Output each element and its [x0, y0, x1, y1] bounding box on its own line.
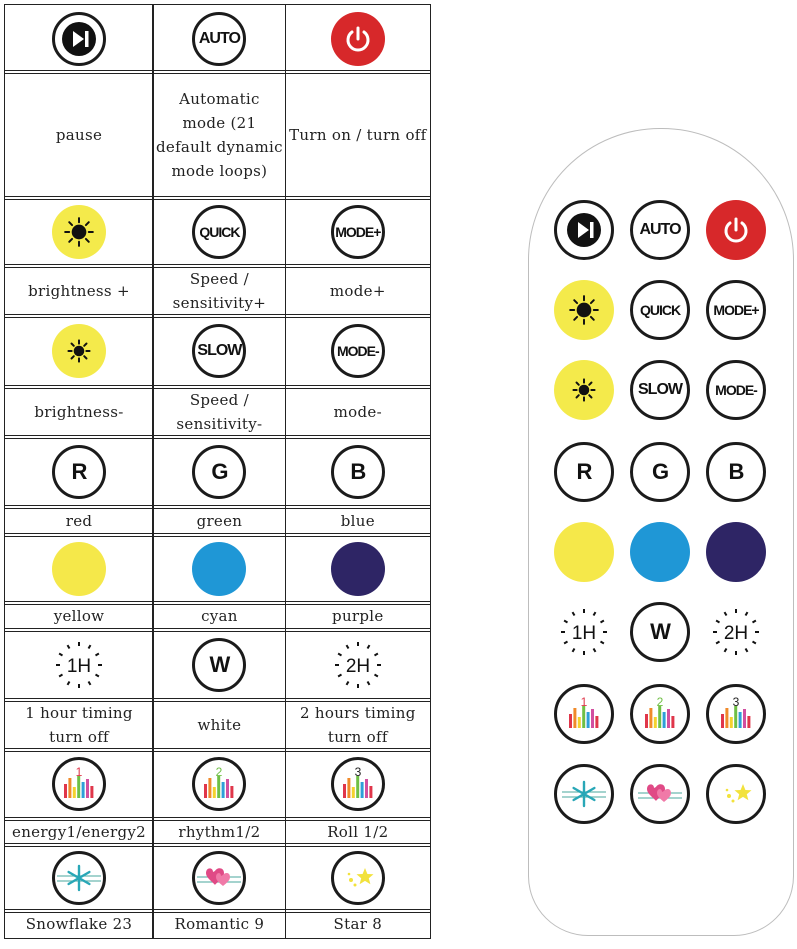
- green-text: G: [651, 459, 669, 484]
- remote-rhythm-button[interactable]: [630, 684, 690, 744]
- remote-timer-2h-button[interactable]: [706, 602, 766, 662]
- icon-row: [4, 435, 432, 507]
- table-cell-col-2: [152, 4, 286, 74]
- table-cell-col-1: [4, 505, 154, 537]
- slow-icon: [630, 360, 690, 420]
- white-icon: [192, 638, 246, 692]
- table-cell-col-2: [152, 698, 286, 752]
- remote-slow-button[interactable]: [630, 360, 690, 420]
- svg-text:2: 2: [656, 695, 664, 709]
- table-cell-col-3: [285, 385, 431, 439]
- label-row: [4, 817, 432, 845]
- label-row: [4, 505, 432, 535]
- table-cell-col-2: [152, 533, 286, 605]
- remote-red-button[interactable]: [554, 442, 614, 502]
- table-cell-col-1: [4, 748, 154, 821]
- svg-text:1: 1: [580, 695, 588, 709]
- cyan-dot-icon: [630, 522, 690, 582]
- table-cell-col-2: [152, 264, 286, 318]
- play-pause-icon: [554, 200, 614, 260]
- green-icon: [192, 445, 246, 499]
- button-description: 1 hour timing turn off: [25, 703, 133, 746]
- mode-minus-text: MODE-: [336, 343, 379, 360]
- timer-1h-icon: [52, 638, 106, 692]
- yellow-dot-icon: [554, 522, 614, 582]
- svg-text:2: 2: [216, 765, 223, 780]
- star-icon: [331, 851, 385, 905]
- green-text: G: [211, 458, 228, 484]
- timer-2h-icon: [331, 638, 385, 692]
- energy-icon: [52, 757, 106, 811]
- button-description: blue: [340, 511, 375, 530]
- icon-row: [4, 196, 432, 266]
- button-description: purple: [332, 607, 384, 626]
- mode-plus-icon: [706, 280, 766, 340]
- remote-brightness-down-button[interactable]: [554, 360, 614, 420]
- roll-icon: [706, 684, 766, 744]
- quick-icon: [630, 280, 690, 340]
- svg-text:2H: 2H: [723, 623, 749, 644]
- table-cell-col-1: [4, 628, 154, 702]
- remote-auto-button[interactable]: [630, 200, 690, 260]
- button-description: 2 hours timing turn off: [300, 703, 416, 746]
- icon-row: [4, 314, 432, 387]
- table-cell-col-3: [285, 909, 431, 939]
- table-cell-col-2: [152, 196, 286, 268]
- remote-snowflake-button[interactable]: [554, 764, 614, 824]
- mode-plus-icon: [331, 205, 385, 259]
- mode-plus-text: MODE+: [335, 223, 381, 240]
- red-icon: [554, 442, 614, 502]
- table-cell-col-3: [285, 505, 431, 537]
- red-icon: [52, 445, 106, 499]
- svg-text:2H: 2H: [345, 655, 370, 677]
- heart-icon: [630, 764, 690, 824]
- table-cell-col-1: [4, 4, 154, 74]
- remote-brightness-up-button[interactable]: [554, 280, 614, 340]
- heart-icon: [192, 851, 246, 905]
- table-cell-col-1: [4, 601, 154, 632]
- label-row: [4, 385, 432, 437]
- svg-text:3: 3: [732, 695, 740, 709]
- brightness-down-icon: [554, 360, 614, 420]
- table-cell-col-2: [152, 435, 286, 509]
- remote-power-button[interactable]: [706, 200, 766, 260]
- table-cell-col-3: [285, 196, 431, 268]
- icon-row: [4, 4, 432, 72]
- table-cell-col-2: [152, 385, 286, 439]
- roll-icon: [331, 757, 385, 811]
- table-cell-col-2: [152, 909, 286, 939]
- table-cell-col-3: [285, 435, 431, 509]
- svg-text:1: 1: [75, 765, 83, 780]
- mode-plus-text: MODE+: [713, 302, 759, 318]
- table-cell-col-1: [4, 843, 154, 913]
- red-text: R: [71, 458, 87, 484]
- icon-row: [4, 628, 432, 700]
- table-cell-col-2: [152, 70, 286, 200]
- table-cell-col-1: [4, 533, 154, 605]
- remote-yellow-dot-button[interactable]: [554, 522, 614, 582]
- table-cell-col-1: [4, 909, 154, 939]
- table-cell-col-2: [152, 505, 286, 537]
- table-cell-col-1: [4, 698, 154, 752]
- table-cell-col-1: [4, 435, 154, 509]
- table-cell-col-1: [4, 314, 154, 389]
- blue-text: B: [728, 459, 744, 484]
- label-row: [4, 698, 432, 750]
- remote-blue-button[interactable]: [706, 442, 766, 502]
- table-cell-col-1: [4, 385, 154, 439]
- timer-1h-icon: [554, 602, 614, 662]
- table-cell-col-3: [285, 843, 431, 913]
- button-description: mode-: [333, 402, 382, 421]
- auto-text: AUTO: [639, 221, 681, 238]
- button-description: yellow: [53, 607, 105, 626]
- button-description: white: [197, 715, 242, 734]
- table-cell-col-1: [4, 264, 154, 318]
- energy-icon: [554, 684, 614, 744]
- star-icon: [706, 764, 766, 824]
- label-row: [4, 909, 432, 937]
- remote-control: [528, 128, 794, 936]
- table-cell-col-3: [285, 628, 431, 702]
- power-icon: [331, 12, 385, 66]
- button-description: cyan: [201, 607, 238, 626]
- button-description: rhythm1/2: [178, 822, 261, 841]
- auto-icon: [630, 200, 690, 260]
- remote-heart-button[interactable]: [630, 764, 690, 824]
- table-cell-col-3: [285, 70, 431, 200]
- label-row: [4, 70, 432, 198]
- button-description: Roll 1/2: [327, 822, 389, 841]
- white-text: W: [209, 651, 230, 677]
- remote-play-pause-button[interactable]: [554, 200, 614, 260]
- table-cell-col-3: [285, 601, 431, 632]
- mode-minus-text: MODE-: [715, 382, 757, 398]
- yellow-dot-icon: [52, 542, 106, 596]
- quick-text: QUICK: [639, 302, 681, 318]
- table-cell-col-3: [285, 314, 431, 389]
- table-cell-col-2: [152, 843, 286, 913]
- brightness-up-icon: [52, 205, 106, 259]
- table-cell-col-3: [285, 264, 431, 318]
- table-cell-col-1: [4, 70, 154, 200]
- svg-text:1H: 1H: [571, 623, 597, 644]
- remote-roll-button[interactable]: [706, 684, 766, 744]
- button-description: Speed / sensitivity+: [172, 269, 267, 312]
- button-description: green: [196, 511, 243, 530]
- button-description: energy1/energy2: [12, 822, 146, 841]
- rhythm-icon: [192, 757, 246, 811]
- button-description: brightness-: [34, 402, 124, 421]
- table-cell-col-3: [285, 533, 431, 605]
- button-description: brightness +: [28, 281, 130, 300]
- auto-icon: [192, 12, 246, 66]
- rhythm-icon: [630, 684, 690, 744]
- auto-text: AUTO: [198, 29, 240, 47]
- blue-icon: [706, 442, 766, 502]
- remote-cyan-dot-button[interactable]: [630, 522, 690, 582]
- button-description: Automatic mode (21 default dynamic mode loops): [155, 89, 283, 180]
- red-text: R: [576, 459, 592, 484]
- snowflake-icon: [52, 851, 106, 905]
- svg-text:3: 3: [354, 765, 362, 780]
- table-cell-col-3: [285, 698, 431, 752]
- button-description: Speed / sensitivity-: [176, 390, 263, 433]
- timer-2h-icon: [706, 602, 766, 662]
- brightness-down-icon: [52, 324, 106, 378]
- snowflake-icon: [554, 764, 614, 824]
- table-cell-col-2: [152, 628, 286, 702]
- button-description: red: [65, 511, 93, 530]
- power-icon: [706, 200, 766, 260]
- button-description: Snowflake 23: [25, 914, 133, 933]
- button-description: Turn on / turn off: [289, 125, 427, 144]
- table-cell-col-2: [152, 601, 286, 632]
- remote-quick-button[interactable]: [630, 280, 690, 340]
- label-row: [4, 601, 432, 630]
- green-icon: [630, 442, 690, 502]
- remote-mode-plus-button[interactable]: [706, 280, 766, 340]
- mode-minus-icon: [331, 324, 385, 378]
- button-description: Star 8: [333, 914, 383, 933]
- blue-text: B: [350, 458, 366, 484]
- slow-text: SLOW: [197, 342, 242, 360]
- icon-row: [4, 533, 432, 603]
- remote-star-button[interactable]: [706, 764, 766, 824]
- table-cell-col-2: [152, 314, 286, 389]
- remote-white-button[interactable]: [630, 602, 690, 662]
- remote-timer-1h-button[interactable]: [554, 602, 614, 662]
- brightness-up-icon: [554, 280, 614, 340]
- icon-row: [4, 843, 432, 911]
- purple-dot-icon: [706, 522, 766, 582]
- quick-text: QUICK: [199, 223, 240, 240]
- icon-row: [4, 748, 432, 819]
- cyan-dot-icon: [192, 542, 246, 596]
- svg-text:1H: 1H: [66, 655, 92, 677]
- table-cell-col-2: [152, 748, 286, 821]
- table-cell-col-1: [4, 196, 154, 268]
- table-cell-col-3: [285, 748, 431, 821]
- white-icon: [630, 602, 690, 662]
- remote-purple-dot-button[interactable]: [706, 522, 766, 582]
- button-description: Romantic 9: [174, 914, 265, 933]
- remote-mode-minus-button[interactable]: [706, 360, 766, 420]
- remote-energy-button[interactable]: [554, 684, 614, 744]
- blue-icon: [331, 445, 385, 499]
- mode-minus-icon: [706, 360, 766, 420]
- remote-green-button[interactable]: [630, 442, 690, 502]
- table-cell-col-3: [285, 4, 431, 74]
- slow-icon: [192, 324, 246, 378]
- slow-text: SLOW: [638, 381, 682, 398]
- play-pause-icon: [52, 12, 106, 66]
- label-row: [4, 264, 432, 316]
- quick-icon: [192, 205, 246, 259]
- button-description: mode+: [329, 281, 386, 300]
- purple-dot-icon: [331, 542, 385, 596]
- button-description: pause: [55, 125, 103, 144]
- white-text: W: [650, 619, 670, 644]
